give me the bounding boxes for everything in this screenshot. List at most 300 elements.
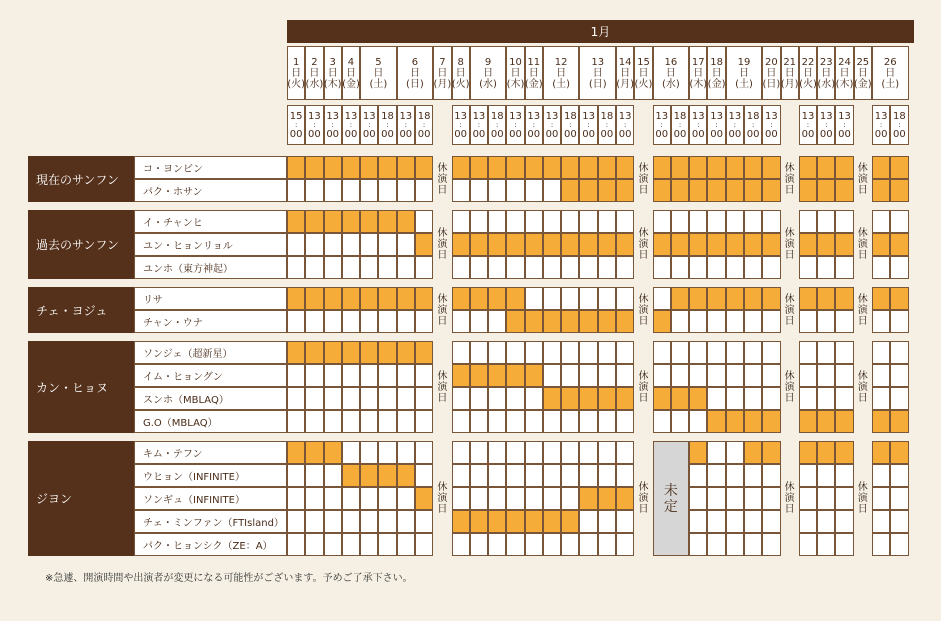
rest-day-label: 休 演 日 — [638, 228, 649, 261]
schedule-cell — [872, 510, 890, 533]
day-label: 21 日 (月) — [780, 56, 799, 90]
schedule-cell — [342, 364, 360, 387]
schedule-cell — [543, 410, 561, 433]
schedule-cell — [616, 410, 634, 433]
schedule-cell — [452, 341, 470, 364]
schedule-cell — [726, 441, 744, 464]
schedule-cell — [616, 210, 634, 233]
schedule-cell — [415, 533, 433, 556]
schedule-cell — [305, 233, 323, 256]
rest-day-label: 休 演 日 — [638, 482, 649, 515]
schedule-cell — [707, 179, 725, 202]
schedule-cell — [653, 387, 671, 410]
schedule-cell — [488, 533, 506, 556]
schedule-cell — [305, 341, 323, 364]
schedule-cell — [488, 364, 506, 387]
schedule-cell — [744, 341, 762, 364]
day-header — [799, 46, 817, 100]
schedule-cell — [360, 210, 378, 233]
actor-name: コ・ヨンビン — [134, 156, 287, 179]
schedule-cell — [872, 341, 890, 364]
showtime: 18 : 00 — [488, 105, 506, 145]
schedule-cell — [726, 341, 744, 364]
schedule-cell — [360, 387, 378, 410]
day-label: 13 日 (日) — [588, 56, 607, 90]
schedule-cell — [561, 410, 579, 433]
schedule-cell — [689, 510, 707, 533]
schedule-cell — [470, 387, 488, 410]
schedule-cell — [287, 179, 305, 202]
schedule-cell — [671, 287, 689, 310]
schedule-cell — [689, 464, 707, 487]
schedule-cell — [488, 387, 506, 410]
schedule-cell — [890, 387, 908, 410]
schedule-cell — [360, 310, 378, 333]
schedule-cell — [305, 533, 323, 556]
schedule-cell — [707, 310, 725, 333]
schedule-cell — [378, 341, 396, 364]
schedule-cell — [579, 533, 597, 556]
rest-day-label: 休 演 日 — [437, 162, 448, 196]
schedule-cell — [342, 233, 360, 256]
schedule-cell — [817, 233, 835, 256]
day-label: 1 日 (火) — [287, 56, 306, 90]
rest-day-label: 休 演 日 — [638, 293, 649, 327]
schedule-cell — [378, 510, 396, 533]
schedule-cell — [525, 341, 543, 364]
schedule-cell — [762, 533, 780, 556]
day-header — [360, 46, 397, 100]
schedule-cell — [452, 410, 470, 433]
schedule-cell — [543, 341, 561, 364]
schedule-cell — [506, 156, 524, 179]
schedule-cell — [360, 510, 378, 533]
schedule-cell — [342, 287, 360, 310]
schedule-cell — [342, 156, 360, 179]
day-header — [324, 46, 342, 100]
schedule-cell — [488, 341, 506, 364]
schedule-cell — [707, 533, 725, 556]
schedule-cell — [744, 441, 762, 464]
schedule-cell — [324, 441, 342, 464]
schedule-cell — [378, 256, 396, 279]
schedule-cell — [415, 464, 433, 487]
schedule-cell — [525, 179, 543, 202]
schedule-cell — [452, 179, 470, 202]
footnote: ※急遽、開演時間や出演者が変更になる可能性がございます。予めご了承下さい。 — [45, 573, 413, 584]
showtime: 13 : 00 — [835, 105, 853, 145]
schedule-cell — [287, 533, 305, 556]
schedule-cell — [287, 341, 305, 364]
schedule-cell — [579, 287, 597, 310]
schedule-cell — [872, 179, 890, 202]
day-label: 19 日 (土) — [735, 56, 753, 90]
schedule-cell — [689, 441, 707, 464]
schedule-cell — [543, 256, 561, 279]
schedule-cell — [397, 233, 415, 256]
schedule-cell — [397, 410, 415, 433]
schedule-cell — [525, 310, 543, 333]
actor-name: イ・チャンヒ — [134, 210, 287, 233]
schedule-cell — [561, 510, 579, 533]
rest-day-label: 休 演 日 — [857, 482, 868, 515]
role-label: チェ・ヨジュ — [28, 287, 134, 333]
schedule-cell — [543, 533, 561, 556]
schedule-cell — [470, 210, 488, 233]
schedule-cell — [689, 341, 707, 364]
schedule-cell — [598, 441, 616, 464]
schedule-cell — [872, 364, 890, 387]
schedule-cell — [452, 364, 470, 387]
schedule-cell — [835, 533, 853, 556]
schedule-cell — [689, 179, 707, 202]
schedule-cell — [835, 256, 853, 279]
day-header — [726, 46, 763, 100]
day-label: 2 日 (水) — [305, 56, 324, 90]
schedule-cell — [305, 310, 323, 333]
schedule-cell — [305, 287, 323, 310]
showtime: 13 : 00 — [872, 105, 890, 145]
schedule-cell — [543, 364, 561, 387]
schedule-cell — [452, 210, 470, 233]
schedule-cell — [561, 156, 579, 179]
schedule-cell — [488, 156, 506, 179]
schedule-cell — [799, 364, 817, 387]
schedule-cell — [397, 341, 415, 364]
actor-name: G.O（MBLAQ） — [134, 410, 287, 433]
schedule-cell — [488, 487, 506, 510]
day-header — [470, 46, 507, 100]
schedule-cell — [305, 487, 323, 510]
schedule-cell — [689, 233, 707, 256]
schedule-cell — [506, 287, 524, 310]
schedule-cell — [689, 387, 707, 410]
schedule-cell — [872, 410, 890, 433]
schedule-cell — [689, 487, 707, 510]
schedule-cell — [397, 464, 415, 487]
schedule-cell — [726, 156, 744, 179]
schedule-cell — [762, 364, 780, 387]
rest-day-label: 休 演 日 — [857, 228, 868, 261]
schedule-cell — [744, 487, 762, 510]
actor-name: チェ・ミンファン（FTIsland） — [134, 510, 287, 533]
schedule-cell — [707, 256, 725, 279]
schedule-cell — [342, 487, 360, 510]
schedule-cell — [324, 387, 342, 410]
schedule-cell — [799, 464, 817, 487]
rest-day-label: 休 演 日 — [784, 228, 795, 261]
schedule-cell — [744, 179, 762, 202]
schedule-cell — [671, 310, 689, 333]
schedule-cell — [287, 156, 305, 179]
schedule-cell — [872, 487, 890, 510]
schedule-cell — [397, 287, 415, 310]
schedule-cell — [397, 156, 415, 179]
schedule-cell — [744, 410, 762, 433]
schedule-cell — [397, 256, 415, 279]
schedule-cell — [835, 210, 853, 233]
day-label: 26 日 (土) — [881, 56, 900, 90]
schedule-cell — [378, 210, 396, 233]
schedule-cell — [525, 233, 543, 256]
schedule-cell — [561, 256, 579, 279]
schedule-cell — [452, 464, 470, 487]
day-header — [854, 46, 872, 100]
schedule-cell — [561, 341, 579, 364]
showtime: 18 : 00 — [671, 105, 689, 145]
rest-day-label: 休 演 日 — [437, 482, 448, 515]
schedule-cell — [452, 156, 470, 179]
schedule-cell — [287, 233, 305, 256]
schedule-cell — [616, 364, 634, 387]
schedule-cell — [506, 510, 524, 533]
schedule-cell — [470, 233, 488, 256]
schedule-cell — [561, 179, 579, 202]
schedule-cell — [488, 233, 506, 256]
showtime: 18 : 00 — [378, 105, 396, 145]
schedule-cell — [726, 387, 744, 410]
schedule-cell — [543, 441, 561, 464]
schedule-cell — [872, 464, 890, 487]
schedule-cell — [360, 464, 378, 487]
schedule-cell — [653, 287, 671, 310]
schedule-cell — [378, 533, 396, 556]
schedule-cell — [452, 233, 470, 256]
schedule-cell — [616, 441, 634, 464]
day-label: 16 日 (水) — [661, 56, 680, 90]
schedule-cell — [488, 510, 506, 533]
schedule-cell — [415, 210, 433, 233]
schedule-cell — [890, 410, 908, 433]
schedule-cell — [305, 210, 323, 233]
schedule-cell — [817, 287, 835, 310]
schedule-cell — [707, 410, 725, 433]
showtime: 13 : 00 — [653, 105, 671, 145]
day-header — [817, 46, 835, 100]
schedule-cell — [415, 364, 433, 387]
schedule-cell — [324, 156, 342, 179]
schedule-cell — [598, 341, 616, 364]
day-label: 23 日 (水) — [817, 56, 836, 90]
schedule-cell — [726, 256, 744, 279]
schedule-cell — [488, 256, 506, 279]
schedule-cell — [543, 510, 561, 533]
schedule-cell — [835, 341, 853, 364]
schedule-cell — [360, 487, 378, 510]
schedule-cell — [872, 256, 890, 279]
schedule-cell — [762, 233, 780, 256]
schedule-cell — [324, 287, 342, 310]
schedule-cell — [890, 533, 908, 556]
day-label: 10 日 (木) — [506, 56, 525, 90]
schedule-cell — [598, 287, 616, 310]
showtime: 13 : 00 — [470, 105, 488, 145]
schedule-cell — [470, 341, 488, 364]
schedule-cell — [762, 387, 780, 410]
schedule-cell — [744, 287, 762, 310]
schedule-cell — [689, 156, 707, 179]
schedule-cell — [470, 533, 488, 556]
schedule-cell — [342, 464, 360, 487]
schedule-cell — [470, 464, 488, 487]
schedule-cell — [378, 233, 396, 256]
schedule-cell — [506, 387, 524, 410]
actor-name: リサ — [134, 287, 287, 310]
schedule-cell — [817, 256, 835, 279]
schedule-cell — [653, 410, 671, 433]
schedule-cell — [488, 441, 506, 464]
schedule-cell — [397, 310, 415, 333]
schedule-cell — [579, 387, 597, 410]
day-header — [543, 46, 580, 100]
schedule-cell — [799, 310, 817, 333]
schedule-cell — [342, 210, 360, 233]
schedule-cell — [598, 233, 616, 256]
schedule-cell — [324, 487, 342, 510]
schedule-cell — [506, 179, 524, 202]
schedule-cell — [561, 533, 579, 556]
schedule-cell — [324, 364, 342, 387]
schedule-cell — [762, 287, 780, 310]
schedule-cell — [378, 410, 396, 433]
schedule-cell — [762, 210, 780, 233]
schedule-cell — [506, 441, 524, 464]
schedule-cell — [525, 364, 543, 387]
rest-day-label: 休 演 日 — [437, 370, 448, 404]
schedule-cell — [817, 179, 835, 202]
schedule-cell — [470, 256, 488, 279]
schedule-cell — [543, 487, 561, 510]
schedule-cell — [726, 487, 744, 510]
showtime: 13 : 00 — [360, 105, 378, 145]
schedule-cell — [616, 387, 634, 410]
schedule-cell — [689, 364, 707, 387]
schedule-cell — [616, 310, 634, 333]
showtime: 13 : 00 — [342, 105, 360, 145]
schedule-cell — [506, 533, 524, 556]
schedule-cell — [579, 464, 597, 487]
schedule-cell — [726, 410, 744, 433]
schedule-cell — [616, 533, 634, 556]
showtime: 13 : 00 — [579, 105, 597, 145]
schedule-cell — [872, 287, 890, 310]
schedule-cell — [890, 210, 908, 233]
schedule-cell — [324, 533, 342, 556]
day-header — [305, 46, 323, 100]
schedule-cell — [543, 387, 561, 410]
schedule-cell — [287, 510, 305, 533]
schedule-cell — [890, 287, 908, 310]
schedule-cell — [579, 441, 597, 464]
day-label: 14 日 (月) — [616, 56, 635, 90]
schedule-cell — [415, 341, 433, 364]
schedule-cell — [598, 464, 616, 487]
schedule-cell — [817, 533, 835, 556]
schedule-cell — [799, 341, 817, 364]
schedule-cell — [378, 156, 396, 179]
schedule-cell — [452, 441, 470, 464]
day-header — [781, 46, 799, 100]
schedule-cell — [726, 210, 744, 233]
schedule-cell — [744, 364, 762, 387]
schedule-cell — [360, 156, 378, 179]
rest-day-label: 休 演 日 — [784, 482, 795, 515]
schedule-cell — [799, 410, 817, 433]
schedule-cell — [579, 364, 597, 387]
schedule-cell — [287, 287, 305, 310]
schedule-cell — [835, 364, 853, 387]
schedule-cell — [707, 510, 725, 533]
schedule-cell — [744, 233, 762, 256]
schedule-cell — [525, 510, 543, 533]
showtime: 13 : 00 — [817, 105, 835, 145]
schedule-cell — [671, 210, 689, 233]
schedule-cell — [378, 441, 396, 464]
schedule-cell — [671, 410, 689, 433]
schedule-cell — [324, 510, 342, 533]
schedule-cell — [726, 287, 744, 310]
schedule-cell — [671, 233, 689, 256]
schedule-cell — [378, 464, 396, 487]
schedule-cell — [835, 487, 853, 510]
schedule-cell — [360, 341, 378, 364]
schedule-cell — [707, 387, 725, 410]
schedule-cell — [890, 310, 908, 333]
day-label: 20 日 (日) — [762, 56, 781, 90]
day-label: 6 日 (日) — [406, 56, 424, 90]
actor-name: パク・ホサン — [134, 179, 287, 202]
schedule-cell — [671, 341, 689, 364]
schedule-cell — [452, 487, 470, 510]
schedule-cell — [305, 256, 323, 279]
actor-name: キム・テフン — [134, 441, 287, 464]
schedule-cell — [744, 310, 762, 333]
schedule-cell — [415, 256, 433, 279]
schedule-cell — [324, 179, 342, 202]
rest-day-label: 休 演 日 — [857, 162, 868, 196]
schedule-cell — [470, 510, 488, 533]
schedule-cell — [305, 364, 323, 387]
showtime: 13 : 00 — [762, 105, 780, 145]
schedule-cell — [671, 156, 689, 179]
showtime: 15 : 00 — [287, 105, 305, 145]
schedule-cell — [525, 487, 543, 510]
month-header: 1月 — [287, 20, 914, 43]
schedule-cell — [305, 410, 323, 433]
schedule-cell — [616, 233, 634, 256]
schedule-cell — [470, 364, 488, 387]
schedule-cell — [835, 233, 853, 256]
rest-day-label: 休 演 日 — [857, 370, 868, 404]
schedule-cell — [342, 387, 360, 410]
day-header — [452, 46, 470, 100]
day-label: 15 日 (火) — [634, 56, 653, 90]
schedule-cell — [561, 233, 579, 256]
schedule-cell — [890, 341, 908, 364]
schedule-cell — [835, 287, 853, 310]
day-label: 12 日 (土) — [552, 56, 571, 90]
tbd-block: 未 定 — [653, 441, 690, 556]
schedule-cell — [378, 310, 396, 333]
schedule-cell — [397, 364, 415, 387]
schedule-cell — [653, 341, 671, 364]
schedule-cell — [543, 210, 561, 233]
showtime: 18 : 00 — [890, 105, 908, 145]
schedule-cell — [689, 310, 707, 333]
schedule-cell — [561, 387, 579, 410]
schedule-cell — [452, 256, 470, 279]
schedule-cell — [543, 287, 561, 310]
